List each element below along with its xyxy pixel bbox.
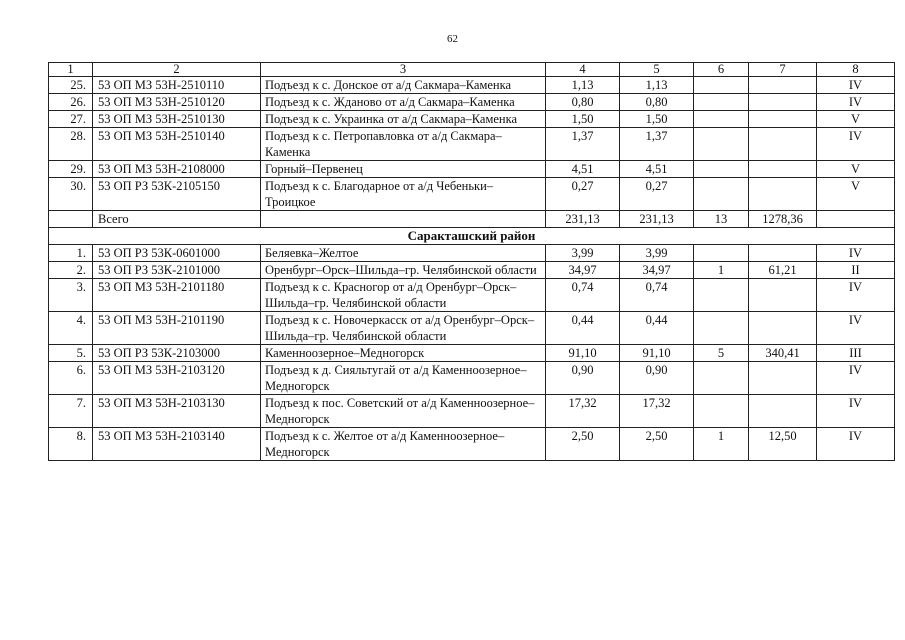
table-cell bbox=[694, 178, 749, 211]
table-cell: 91,10 bbox=[546, 345, 620, 362]
table-cell bbox=[749, 161, 817, 178]
table-cell: 4,51 bbox=[620, 161, 694, 178]
table-cell: 53 ОП МЗ 53Н-2101180 bbox=[93, 279, 261, 312]
table-cell: 53 ОП РЗ 53К-2105150 bbox=[93, 178, 261, 211]
table-cell bbox=[49, 211, 93, 228]
table-cell: Подъезд к д. Сияльтугай от а/д Каменноозерное–Медногорск bbox=[261, 362, 546, 395]
table-cell: 231,13 bbox=[546, 211, 620, 228]
table-cell: 53 ОП РЗ 53К-2103000 bbox=[93, 345, 261, 362]
table-cell: 2,50 bbox=[620, 428, 694, 461]
table-cell bbox=[694, 395, 749, 428]
header-cell: 6 bbox=[694, 63, 749, 77]
table-cell: 53 ОП МЗ 53Н-2510120 bbox=[93, 94, 261, 111]
table-cell: 13 bbox=[694, 211, 749, 228]
table-cell: 17,32 bbox=[620, 395, 694, 428]
table-cell: Подъезд к с. Красногор от а/д Оренбург–Орск–Шильда–гр. Челябинской области bbox=[261, 279, 546, 312]
table-row bbox=[49, 345, 895, 362]
table-cell: 1,13 bbox=[546, 77, 620, 94]
header-cell: 4 bbox=[546, 63, 620, 77]
table-cell: 2,50 bbox=[546, 428, 620, 461]
table-cell: 53 ОП МЗ 53Н-2510130 bbox=[93, 111, 261, 128]
table-cell: IV bbox=[817, 428, 895, 461]
header-cell: 7 bbox=[749, 63, 817, 77]
table-cell: 0,44 bbox=[620, 312, 694, 345]
table-cell: 3,99 bbox=[546, 245, 620, 262]
table-cell: 1,50 bbox=[546, 111, 620, 128]
table-row bbox=[49, 395, 895, 428]
table-cell bbox=[749, 279, 817, 312]
table-cell: Подъезд к с. Петропавловка от а/д Сакмара–Каменка bbox=[261, 128, 546, 161]
table-cell bbox=[749, 362, 817, 395]
table-cell: Подъезд к с. Желтое от а/д Каменноозерное–Медногорск bbox=[261, 428, 546, 461]
table-cell: 26. bbox=[49, 94, 93, 111]
table-cell: 30. bbox=[49, 178, 93, 211]
table-cell: 0,27 bbox=[620, 178, 694, 211]
table-cell: IV bbox=[817, 362, 895, 395]
table-cell: 4,51 bbox=[546, 161, 620, 178]
table-cell: 1278,36 bbox=[749, 211, 817, 228]
table-cell bbox=[261, 211, 546, 228]
table-cell: II bbox=[817, 262, 895, 279]
table-row bbox=[49, 428, 895, 461]
table-cell bbox=[694, 362, 749, 395]
table-row bbox=[49, 362, 895, 395]
table-cell: IV bbox=[817, 395, 895, 428]
table-cell: 1,50 bbox=[620, 111, 694, 128]
table-cell: Подъезд к с. Новочеркасск от а/д Оренбург–Орск–Шильда–гр. Челябинской области bbox=[261, 312, 546, 345]
table-row bbox=[49, 312, 895, 345]
table-cell: 17,32 bbox=[546, 395, 620, 428]
table-cell: 53 ОП МЗ 53Н-2510140 bbox=[93, 128, 261, 161]
table-cell: Оренбург–Орск–Шильда–гр. Челябинской области bbox=[261, 262, 546, 279]
table-cell bbox=[694, 312, 749, 345]
table-cell: 0,80 bbox=[546, 94, 620, 111]
table-cell bbox=[817, 211, 895, 228]
table-row bbox=[49, 94, 895, 111]
table-cell: 0,27 bbox=[546, 178, 620, 211]
table-cell: Всего bbox=[93, 211, 261, 228]
table-cell: 1,37 bbox=[620, 128, 694, 161]
table-cell bbox=[694, 94, 749, 111]
table-cell bbox=[694, 161, 749, 178]
table-row bbox=[49, 245, 895, 262]
table-cell: 1,13 bbox=[620, 77, 694, 94]
table-cell: 34,97 bbox=[546, 262, 620, 279]
table-cell: 5. bbox=[49, 345, 93, 362]
header-cell: 5 bbox=[620, 63, 694, 77]
header-cell: 1 bbox=[49, 63, 93, 77]
table-cell: IV bbox=[817, 128, 895, 161]
table-cell: 340,41 bbox=[749, 345, 817, 362]
table-cell bbox=[694, 279, 749, 312]
table-cell: 12,50 bbox=[749, 428, 817, 461]
table-cell bbox=[694, 128, 749, 161]
table-cell: 1 bbox=[694, 262, 749, 279]
table-cell: 53 ОП МЗ 53Н-2103140 bbox=[93, 428, 261, 461]
table-cell: 53 ОП РЗ 53К-0601000 bbox=[93, 245, 261, 262]
table-row bbox=[49, 279, 895, 312]
table-cell: 0,80 bbox=[620, 94, 694, 111]
table-cell: 29. bbox=[49, 161, 93, 178]
table-cell: 25. bbox=[49, 77, 93, 94]
table-cell bbox=[749, 312, 817, 345]
table-cell: 27. bbox=[49, 111, 93, 128]
table-cell: 34,97 bbox=[620, 262, 694, 279]
table-cell: IV bbox=[817, 77, 895, 94]
table-cell: 4. bbox=[49, 312, 93, 345]
table-cell: IV bbox=[817, 94, 895, 111]
table-cell: Подъезд к с. Донское от а/д Сакмара–Каменка bbox=[261, 77, 546, 94]
table-cell: 2. bbox=[49, 262, 93, 279]
table-cell: 53 ОП РЗ 53К-2101000 bbox=[93, 262, 261, 279]
roads-table bbox=[48, 62, 895, 461]
table-cell: IV bbox=[817, 279, 895, 312]
table-cell: V bbox=[817, 161, 895, 178]
table-cell bbox=[694, 77, 749, 94]
header-cell: 8 bbox=[817, 63, 895, 77]
table-cell: 53 ОП МЗ 53Н-2103120 bbox=[93, 362, 261, 395]
table-cell: Подъезд к с. Жданово от а/д Сакмара–Каменка bbox=[261, 94, 546, 111]
table-cell: 53 ОП МЗ 53Н-2103130 bbox=[93, 395, 261, 428]
table-cell bbox=[694, 245, 749, 262]
table-cell: IV bbox=[817, 312, 895, 345]
table-cell: IV bbox=[817, 245, 895, 262]
table-cell: 1 bbox=[694, 428, 749, 461]
table-cell: Горный–Первенец bbox=[261, 161, 546, 178]
table-cell: 91,10 bbox=[620, 345, 694, 362]
table-cell: 53 ОП МЗ 53Н-2108000 bbox=[93, 161, 261, 178]
table-cell: 0,90 bbox=[546, 362, 620, 395]
table-cell: Каменноозерное–Медногорск bbox=[261, 345, 546, 362]
table-cell: 5 bbox=[694, 345, 749, 362]
table-cell: 0,44 bbox=[546, 312, 620, 345]
total-row bbox=[49, 211, 895, 228]
table-cell: 1. bbox=[49, 245, 93, 262]
table-cell: 28. bbox=[49, 128, 93, 161]
header-row bbox=[49, 63, 895, 77]
table-cell: 0,74 bbox=[546, 279, 620, 312]
table-cell: 0,74 bbox=[620, 279, 694, 312]
table-cell: 53 ОП МЗ 53Н-2510110 bbox=[93, 77, 261, 94]
table-cell: 3,99 bbox=[620, 245, 694, 262]
table-cell: 8. bbox=[49, 428, 93, 461]
table-cell: Подъезд к с. Благодарное от а/д Чебеньки–Троицкое bbox=[261, 178, 546, 211]
table-cell bbox=[694, 111, 749, 128]
table-cell: 6. bbox=[49, 362, 93, 395]
table-row bbox=[49, 161, 895, 178]
section-row bbox=[49, 228, 895, 245]
header-cell: 3 bbox=[261, 63, 546, 77]
table-cell: Подъезд к пос. Советский от а/д Каменноозерное–Медногорск bbox=[261, 395, 546, 428]
table-cell bbox=[749, 245, 817, 262]
table-cell bbox=[749, 77, 817, 94]
table-cell: Подъезд к с. Украинка от а/д Сакмара–Каменка bbox=[261, 111, 546, 128]
page-number: 62 bbox=[447, 33, 458, 45]
table-cell: V bbox=[817, 111, 895, 128]
header-cell: 2 bbox=[93, 63, 261, 77]
table-cell: III bbox=[817, 345, 895, 362]
table-cell: 0,90 bbox=[620, 362, 694, 395]
table-cell bbox=[749, 128, 817, 161]
table-row bbox=[49, 262, 895, 279]
section-title: Саракташский район bbox=[49, 228, 895, 245]
table-cell: V bbox=[817, 178, 895, 211]
table-cell: 53 ОП МЗ 53Н-2101190 bbox=[93, 312, 261, 345]
table-row bbox=[49, 178, 895, 211]
table-cell bbox=[749, 178, 817, 211]
table-cell: 1,37 bbox=[546, 128, 620, 161]
table-cell bbox=[749, 395, 817, 428]
table-row bbox=[49, 111, 895, 128]
table-cell: 61,21 bbox=[749, 262, 817, 279]
table-cell bbox=[749, 94, 817, 111]
table-cell bbox=[749, 111, 817, 128]
table-cell: 3. bbox=[49, 279, 93, 312]
table-cell: Беляевка–Желтое bbox=[261, 245, 546, 262]
table-cell: 7. bbox=[49, 395, 93, 428]
table-row bbox=[49, 128, 895, 161]
table-row bbox=[49, 77, 895, 94]
table-cell: 231,13 bbox=[620, 211, 694, 228]
